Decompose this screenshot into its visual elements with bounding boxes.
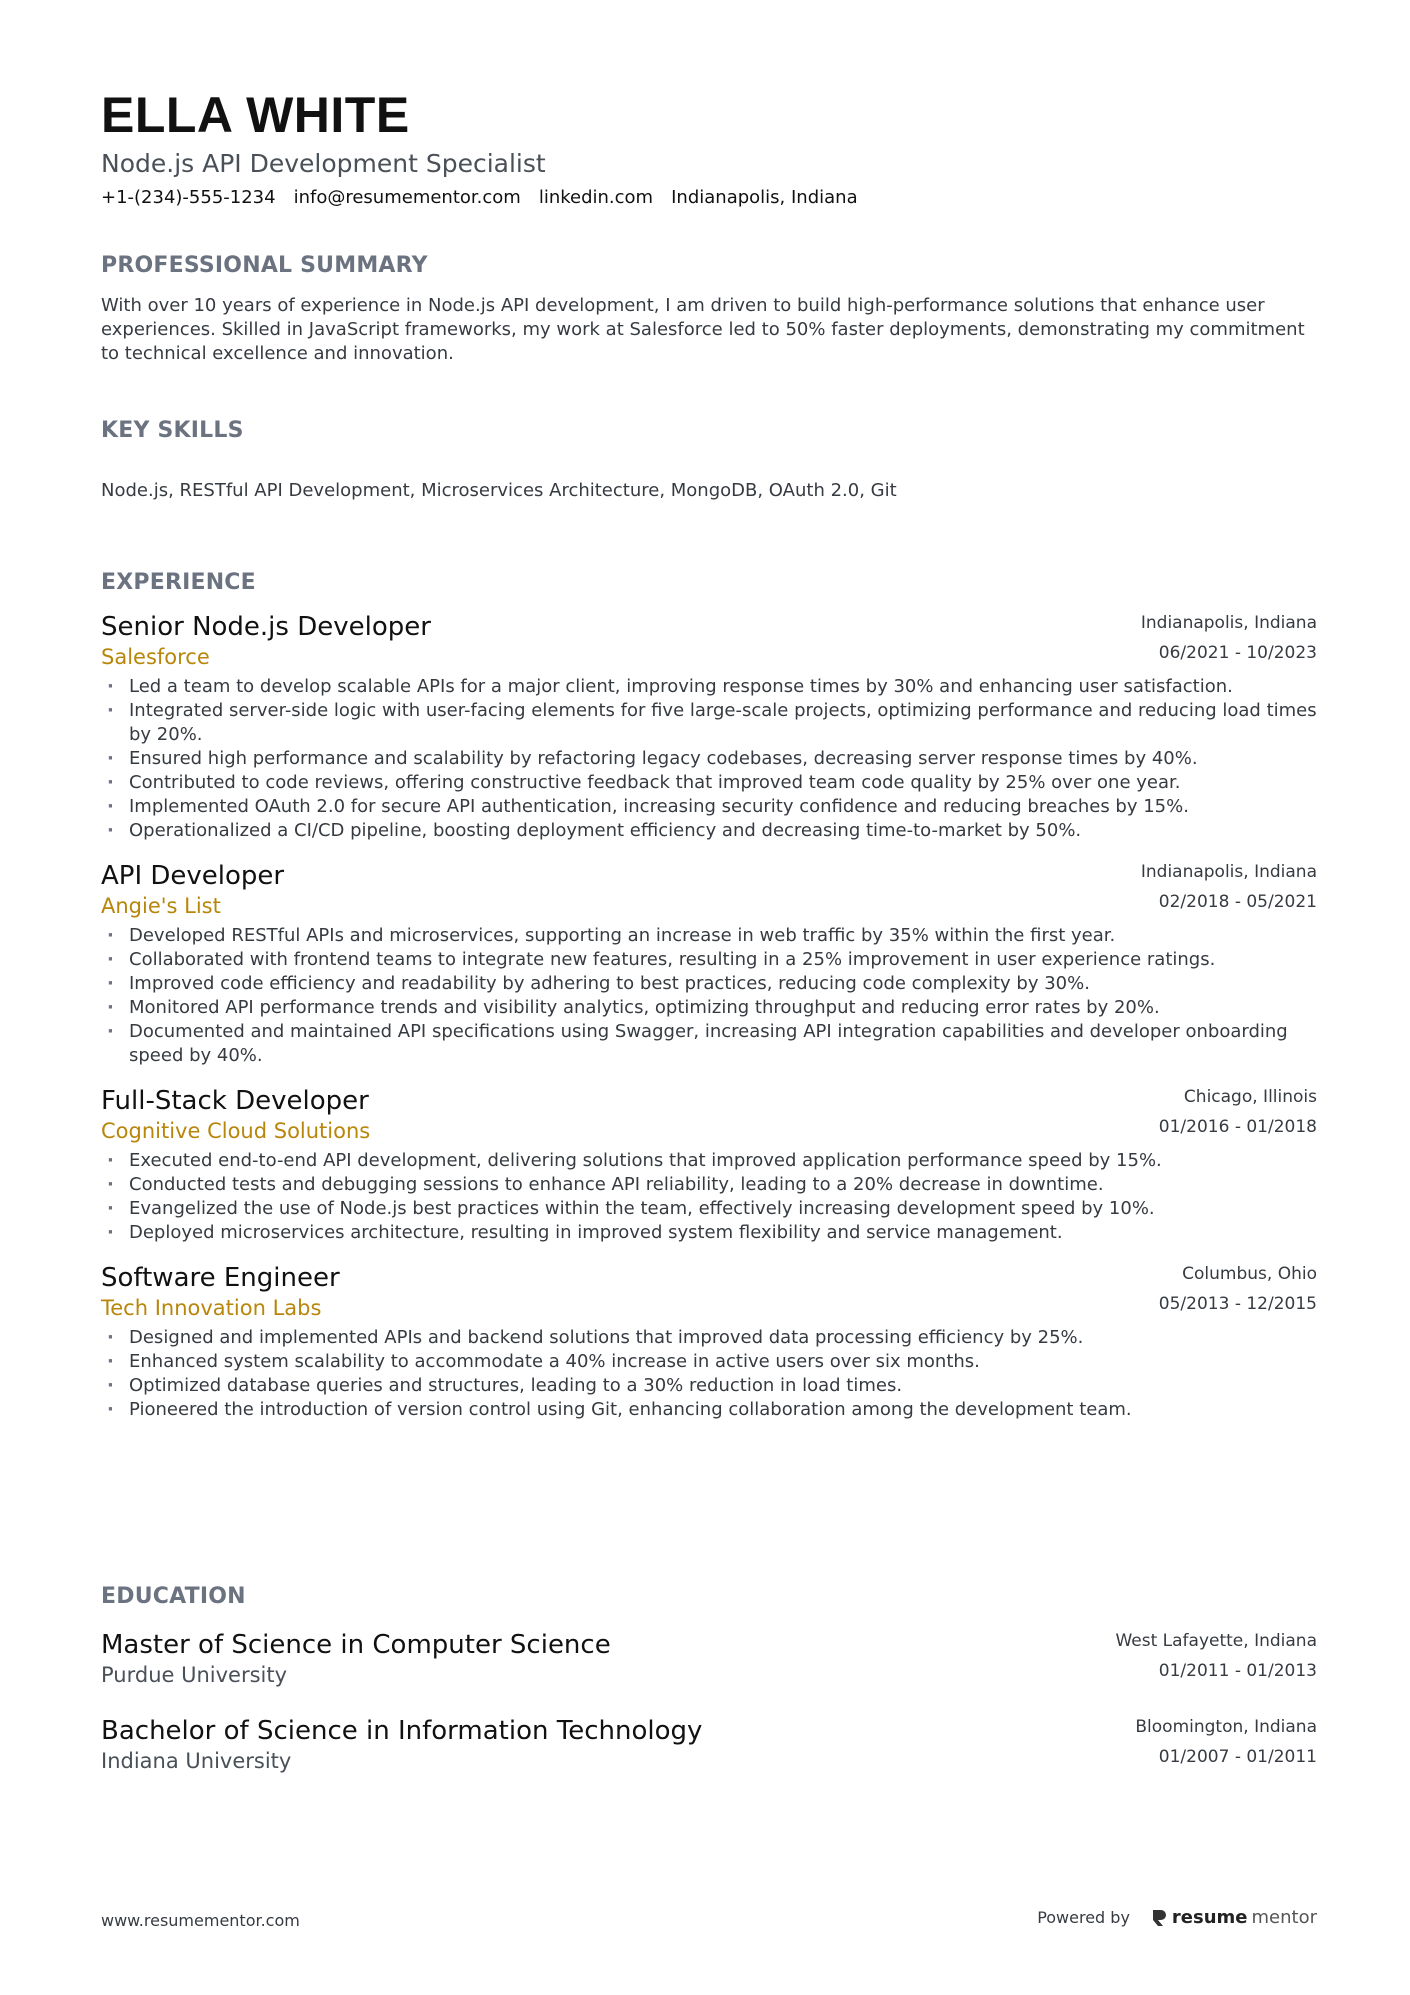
experience-section <box>101 569 1317 1422</box>
bullet-item: · Documented and maintained API specifications using Swagger, increasing API integration capabilities and developer onboarding speed by 40%. <box>101 1020 1317 1068</box>
candidate-headline: Node.js API Development Specialist <box>101 149 546 178</box>
job-dates: 06/2021 - 10/2023 <box>1158 643 1317 663</box>
skills-text: Node.js, RESTful API Development, Microservices Architecture, MongoDB, OAuth 2.0, Git <box>101 480 897 501</box>
bullet-item: · Executed end-to-end API development, delivering solutions that improved application performance speed by 15%. <box>101 1149 1317 1173</box>
bullet-item: · Designed and implemented APIs and backend solutions that improved data processing efficiency by 25%. <box>101 1326 1317 1350</box>
job-bullets <box>101 924 1317 1068</box>
resume-page <box>101 86 1317 1773</box>
bullet-item: · Integrated server-side logic with user-facing elements for five large-scale projects, optimizing performance and reducing load times by 20%. <box>101 699 1317 747</box>
contact-location: Indianapolis, Indiana <box>671 187 858 208</box>
job-company: Angie's List <box>101 894 221 918</box>
section-title: EXPERIENCE <box>101 570 256 595</box>
footer-website-link[interactable]: www.resumementor.com <box>101 1911 300 1930</box>
education-section <box>101 1583 1317 1781</box>
bullet-item: · Deployed microservices architecture, resulting in improved system flexibility and service management. <box>101 1221 1317 1245</box>
job-bullets <box>101 1326 1317 1422</box>
job-title: Full-Stack Developer <box>101 1086 369 1116</box>
bullet-item: · Contributed to code reviews, offering constructive feedback that improved team code quality by 25% over one year. <box>101 771 1317 795</box>
contact-email: info@resumementor.com <box>293 187 521 208</box>
contact-phone: +1-(234)-555-1234 <box>101 187 276 208</box>
job-bullets <box>101 1149 1317 1245</box>
job-title: Software Engineer <box>101 1263 340 1293</box>
candidate-name: ELLA WHITE <box>101 87 410 143</box>
education-entry <box>101 1629 1317 1695</box>
bullet-item: · Conducted tests and debugging sessions to enhance API reliability, leading to a 20% decrease in downtime. <box>101 1173 1317 1197</box>
resumementor-logo[interactable] <box>1150 1907 1317 1928</box>
job-title: API Developer <box>101 861 285 891</box>
section-title: KEY SKILLS <box>101 418 244 443</box>
summary-text: With over 10 years of experience in Node.js API development, I am driven to build high-performance solutions that enhance user experiences. Skilled in JavaScript frameworks, my work at Salesforce led to 50% faster deployments, demonstrating my commitment to technical excellence and innovation. <box>101 295 1305 364</box>
job-entry <box>101 860 1317 1068</box>
bullet-item: · Improved code efficiency and readability by adhering to best practices, reducing code complexity by 30%. <box>101 972 1317 996</box>
job-company: Salesforce <box>101 645 210 669</box>
section-title: EDUCATION <box>101 1584 246 1609</box>
job-entry <box>101 1085 1317 1245</box>
bullet-item: · Enhanced system scalability to accommodate a 40% increase in active users over six months. <box>101 1350 1317 1374</box>
powered-by-label: Powered by <box>1037 1908 1130 1927</box>
bullet-item: · Monitored API performance trends and visibility analytics, optimizing throughput and reducing error rates by 20%. <box>101 996 1317 1020</box>
brand-text-bold: resume <box>1171 1907 1248 1928</box>
job-location: Chicago, Illinois <box>1183 1087 1317 1107</box>
bullet-item: · Evangelized the use of Node.js best practices within the team, effectively increasing development speed by 10%. <box>101 1197 1317 1221</box>
job-location: Indianapolis, Indiana <box>1140 862 1317 882</box>
contact-linkedin: linkedin.com <box>538 187 654 208</box>
footer-branding <box>1037 1907 1317 1928</box>
key-skills-section <box>101 417 897 503</box>
degree: Master of Science in Computer Science <box>101 1630 611 1660</box>
school: Indiana University <box>101 1749 292 1773</box>
job-company: Cognitive Cloud Solutions <box>101 1119 371 1143</box>
section-title: PROFESSIONAL SUMMARY <box>101 253 428 278</box>
brand-text-light: mentor <box>1251 1907 1317 1928</box>
job-location: Columbus, Ohio <box>1182 1264 1317 1284</box>
bullet-item: · Developed RESTful APIs and microservices, supporting an increase in web traffic by 35% within the first year. <box>101 924 1317 948</box>
bullet-item: · Collaborated with frontend teams to integrate new features, resulting in a 25% improvement in user experience ratings. <box>101 948 1317 972</box>
job-title: Senior Node.js Developer <box>101 612 431 642</box>
job-bullets <box>101 675 1317 843</box>
job-dates: 05/2013 - 12/2015 <box>1158 1294 1317 1314</box>
contact-row <box>101 186 1317 210</box>
bullet-item: · Pioneered the introduction of version control using Git, enhancing collaboration among the development team. <box>101 1398 1317 1422</box>
education-dates: 01/2011 - 01/2013 <box>1158 1661 1317 1681</box>
bullet-item: · Ensured high performance and scalability by refactoring legacy codebases, decreasing server response times by 40%. <box>101 747 1317 771</box>
job-dates: 02/2018 - 05/2021 <box>1158 892 1317 912</box>
resumementor-logo-icon <box>1150 1908 1168 1928</box>
bullet-item: · Operationalized a CI/CD pipeline, boosting deployment efficiency and decreasing time-to-market by 50%. <box>101 819 1317 843</box>
education-dates: 01/2007 - 01/2011 <box>1158 1747 1317 1767</box>
school: Purdue University <box>101 1663 288 1687</box>
bullet-item: · Implemented OAuth 2.0 for secure API authentication, increasing security confidence and reducing breaches by 15%. <box>101 795 1317 819</box>
bullet-item: · Led a team to develop scalable APIs for a major client, improving response times by 30% and enhancing user satisfaction. <box>101 675 1317 699</box>
job-entry <box>101 1262 1317 1422</box>
job-location: Indianapolis, Indiana <box>1140 613 1317 633</box>
degree: Bachelor of Science in Information Technology <box>101 1716 703 1746</box>
job-dates: 01/2016 - 01/2018 <box>1158 1117 1317 1137</box>
education-location: Bloomington, Indiana <box>1135 1717 1317 1737</box>
job-company: Tech Innovation Labs <box>101 1296 322 1320</box>
education-entry <box>101 1715 1317 1781</box>
education-location: West Lafayette, Indiana <box>1115 1631 1317 1651</box>
job-entry <box>101 611 1317 843</box>
bullet-item: · Optimized database queries and structures, leading to a 30% reduction in load times. <box>101 1374 1317 1398</box>
professional-summary-section <box>101 252 1317 366</box>
